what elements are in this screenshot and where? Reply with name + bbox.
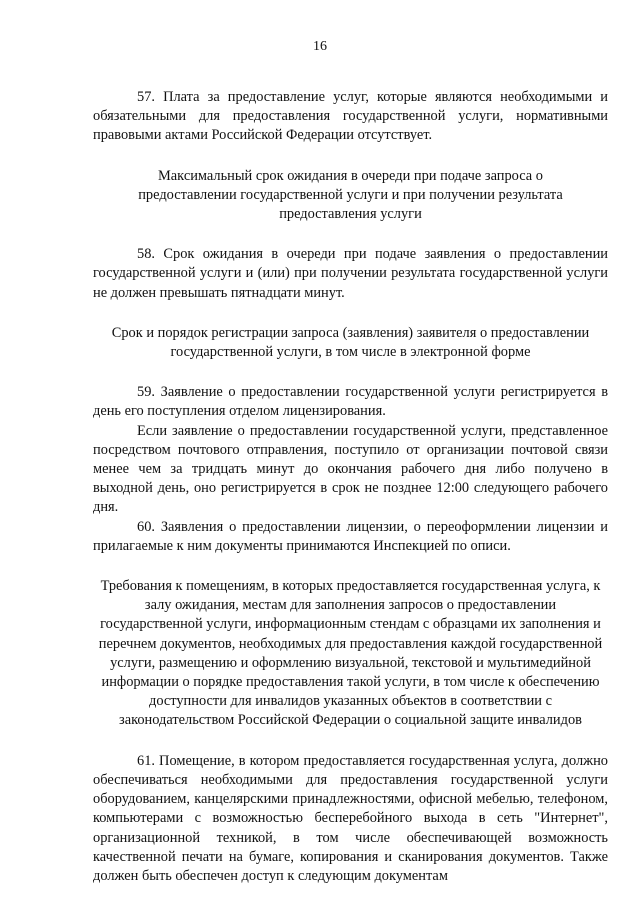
paragraph-60: 60. Заявления о предоставлении лицензии, о переоформлении лицензии и прилагаемые к ним документы принимаются Инспекцией по описи.: [93, 518, 608, 554]
heading-registration-procedure: Срок и порядок регистрации запроса (заявления) заявителя о предоставлении государственной услуги, в том числе в электронной форме: [111, 324, 590, 361]
page-number: 16: [313, 39, 327, 54]
heading-premises-requirements: Требования к помещениям, в которых предоставляется государственная услуга, к залу ожидания, местам для заполнения запросов о предоставлении государственной услуги, информационным стендам с образцами их заполнения и перечнем документов, необходимых для предоставления каждой государственной услуги, размещению и оформлению визуальной, текстовой и мультимедийной информации о порядке предоставления такой услуги, в том числе к обеспечению доступности для инвалидов указанных объектов в соответствии с законодательством Российской Федерации о социальной защите инвалидов: [98, 578, 603, 729]
paragraph-57: 57. Плата за предоставление услуг, которые являются необходимыми и обязательными для предоставления государственной услуги, нормативными правовыми актами Российской Федерации отсутствует.: [93, 89, 608, 144]
paragraph-59: 59. Заявление о предоставлении государственной услуги регистрируется в день его поступления отделом лицензирования.: [93, 384, 608, 420]
paragraph-59-postal: Если заявление о предоставлении государственной услуги, представленное посредством почтового отправления, поступило от организации почтовой связи менее чем за тридцать минут до окончания рабочего дня либо получено в выходной день, оно регистрируется в срок не позднее 12:00 следующего рабочего дня.: [93, 422, 608, 516]
document-body: [93, 88, 608, 886]
heading-max-wait-time: Максимальный срок ожидания в очереди при подаче запроса о предоставлении государственной услуги и при получении результата предоставления услуги: [138, 167, 563, 223]
paragraph-58: 58. Срок ожидания в очереди при подаче заявления о предоставлении государственной услуги и (или) при получении результата государственной услуги не должен превышать пятнадцати минут.: [93, 246, 608, 301]
paragraph-61: 61. Помещение, в котором предоставляется государственная услуга, должно обеспечиваться необходимыми для предоставления государственной услуги оборудованием, канцелярскими принадлежностями, офисной мебелью, телефоном, компьютерами с возможностью бесперебойного выхода в сеть "Интернет", организационной техникой, в том числе обеспечивающей возможность качественной печати на бумаге, копирования и сканирования документов. Также должен быть обеспечен доступ к следующим документам: [93, 752, 608, 884]
